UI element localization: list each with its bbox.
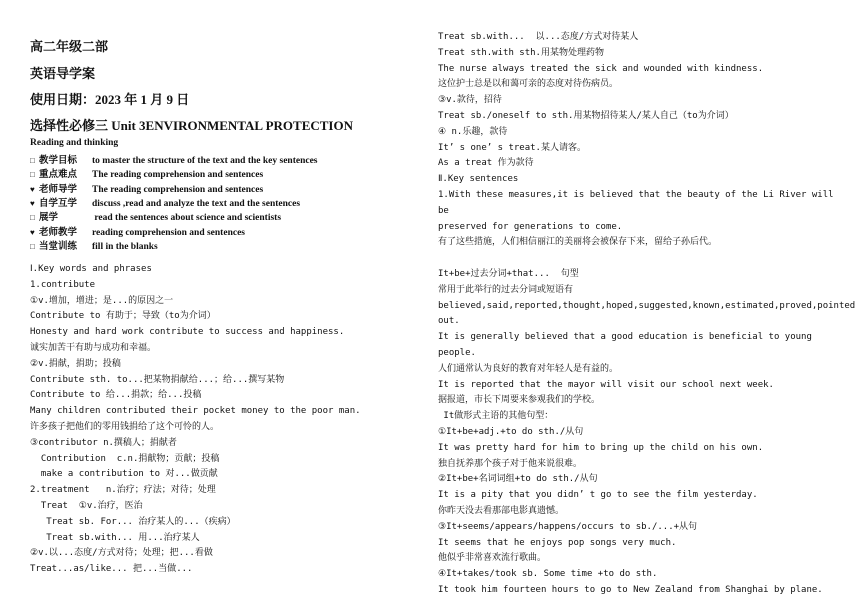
text-line: It is a pity that you didn’ t go to see the film yesterday. bbox=[438, 490, 758, 501]
text-line: Honesty and hard work contribute to success and happiness. bbox=[30, 327, 345, 338]
goal-row bbox=[30, 224, 245, 238]
goal-text: fill in the blanks bbox=[92, 241, 158, 252]
goal-key: 老师教学 bbox=[39, 227, 78, 238]
checkbox-icon: □ bbox=[30, 241, 35, 251]
goal-key: 重点难点 bbox=[39, 170, 78, 181]
heart-icon: ♥ bbox=[30, 184, 35, 194]
text-line: ②v.以...态度/方式对待；处理；把...看做 bbox=[30, 548, 213, 559]
text-line: ①v.增加，增进；是...的原因之一 bbox=[30, 295, 174, 306]
text-line: 人们通常认为良好的教育对年轻人是有益的。 bbox=[438, 363, 619, 374]
right-body-text bbox=[438, 30, 856, 599]
heart-icon: ♥ bbox=[30, 198, 35, 208]
text-line: It seems that he enjoys pop songs very much. bbox=[438, 537, 677, 548]
text-line: 1.contribute bbox=[30, 279, 96, 290]
text-line: 你昨天没去看那部电影真遗憾。 bbox=[438, 505, 565, 516]
text-line: 2.treatment n.治疗；疗法；对待；处理 bbox=[30, 485, 216, 496]
text-line: 1.With these measures,it is believed that the beauty of the Li River will be bbox=[438, 189, 839, 216]
goal-row bbox=[30, 209, 281, 223]
goal-row bbox=[30, 195, 300, 209]
goal-row bbox=[30, 181, 263, 195]
text-line: ③contributor n.撰稿人；捐献者 bbox=[30, 437, 177, 448]
grade-heading: 高二年级二部 bbox=[30, 39, 109, 54]
text-line: It is reported that the mayor will visit our school next week. bbox=[438, 379, 774, 390]
goal-row bbox=[30, 166, 263, 180]
text-line: Treat...as/like... 把...当做... bbox=[30, 564, 193, 575]
text-line: ①It+be+adj.+to do sth./从句 bbox=[438, 426, 584, 437]
goal-text: read the sentences about science and scientists bbox=[92, 213, 282, 224]
usage-date: 使用日期：2023 年 1 月 9 日 bbox=[30, 92, 190, 107]
section-label: Reading and thinking bbox=[30, 138, 119, 148]
goal-text: to master the structure of the text and the key sentences bbox=[92, 156, 318, 166]
goal-key: 教学目标 bbox=[39, 156, 78, 166]
text-line: Ⅱ.Key sentences bbox=[438, 174, 519, 185]
text-line: 这位护士总是以和蔼可亲的态度对待伤病员。 bbox=[438, 79, 619, 90]
text-line: Many children contributed their pocket money to the poor man. bbox=[30, 406, 361, 417]
text-line: Treat sb./oneself to sth.用某物招待某人/某人自己（to为介词） bbox=[438, 110, 734, 121]
text-line: It做形式主语的其他句型： bbox=[438, 411, 554, 422]
document-title: 英语导学案 bbox=[30, 66, 96, 81]
text-line: It is generally believed that a good education is beneficial to young people. bbox=[438, 332, 818, 358]
text-line: Contribute to 有助于；导致（to为介词） bbox=[30, 311, 216, 322]
text-line: ③v.款待，招待 bbox=[438, 95, 502, 106]
text-line: believed,said,reported,thought,hoped,suggested,known,estimated,proved,pointed bbox=[438, 300, 856, 311]
heart-icon: ♥ bbox=[30, 227, 35, 237]
text-line: The nurse always treated the sick and wounded with kindness. bbox=[438, 63, 764, 74]
text-line: ④It+takes/took sb. Some time +to do sth. bbox=[438, 569, 658, 580]
text-line bbox=[438, 251, 843, 267]
goal-row bbox=[30, 152, 318, 166]
lesson-title: 选择性必修三 Unit 3ENVIRONMENTAL PROTECTION bbox=[30, 118, 353, 133]
text-line: 许多孩子把他们的零用钱捐给了这个可怜的人。 bbox=[30, 421, 220, 432]
text-line: ③It+seems/appears/happens/occurs to sb./...+从句 bbox=[438, 521, 698, 532]
text-line: It took him fourteen hours to go to New Zealand from Shanghai by plane. bbox=[438, 584, 823, 595]
left-body-text bbox=[30, 262, 415, 578]
text-line: preserved for generations to come. bbox=[438, 221, 623, 232]
goal-text: reading comprehension and sentences bbox=[92, 227, 245, 238]
text-line: Treat sth.with sth.用某物处理药物 bbox=[438, 47, 604, 58]
text-line: 常用于此举行的过去分词或短语有 bbox=[438, 284, 574, 295]
checkbox-icon: □ bbox=[30, 156, 35, 165]
goal-key: 老师导学 bbox=[39, 184, 78, 195]
text-line: Contribute sth. to...把某物捐献给...；给...撰写某物 bbox=[30, 374, 285, 385]
checkbox-icon: □ bbox=[30, 170, 35, 180]
text-line: out. bbox=[438, 316, 460, 327]
text-line: ②v.捐献，捐助；投稿 bbox=[30, 358, 121, 369]
goal-text: The reading comprehension and sentences bbox=[92, 170, 264, 181]
text-line: 独自抚养那个孩子对于他来说很难。 bbox=[438, 458, 583, 469]
goal-text: The reading comprehension and sentences bbox=[92, 184, 264, 195]
text-line: Treat sb.with... 用...治疗某人 bbox=[30, 532, 200, 543]
goal-row bbox=[30, 238, 158, 252]
text-line: ④ n.乐趣，款待 bbox=[438, 126, 508, 137]
text-line: 有了这些措施，人们相信丽江的美丽将会被保存下来，留给子孙后代。 bbox=[438, 237, 718, 248]
goal-key: 当堂训练 bbox=[39, 241, 78, 252]
text-line: Treat sb.with... 以...态度/方式对待某人 bbox=[438, 32, 639, 42]
text-line: 诚实加苦干有助与成功和幸福。 bbox=[30, 342, 157, 353]
text-line: It+be+过去分词+that... 句型 bbox=[438, 268, 579, 279]
text-line: As a treat 作为款待 bbox=[438, 158, 534, 169]
text-line: 据报道，市长下周要来参观我们的学校。 bbox=[438, 395, 601, 406]
goal-key: 展学 bbox=[39, 213, 59, 224]
text-line: Treat ①v.治疗，医治 bbox=[30, 500, 143, 511]
text-line: It’ s one’ s treat.某人请客。 bbox=[438, 142, 586, 153]
goal-text: discuss ,read and analyze the text and the sentences bbox=[92, 198, 301, 209]
text-line: It was pretty hard for him to bring up the child on his own. bbox=[438, 442, 764, 453]
checkbox-icon: □ bbox=[30, 213, 35, 223]
goal-key: 自学互学 bbox=[39, 198, 78, 209]
text-line: Contribute to 给...捐款；给...投稿 bbox=[30, 390, 202, 401]
text-line: ②It+be+名词词组+to do sth./从句 bbox=[438, 474, 598, 485]
text-line: make a contribution to 对...做贡献 bbox=[30, 469, 218, 480]
text-line: 他似乎非常喜欢流行歌曲。 bbox=[438, 553, 547, 564]
text-line: Contribution c.n.捐献物；贡献；投稿 bbox=[30, 453, 220, 464]
text-line: Ⅰ.Key words and phrases bbox=[30, 264, 152, 274]
text-line: Treat sb. For... 治疗某人的...（疾病） bbox=[30, 516, 236, 527]
